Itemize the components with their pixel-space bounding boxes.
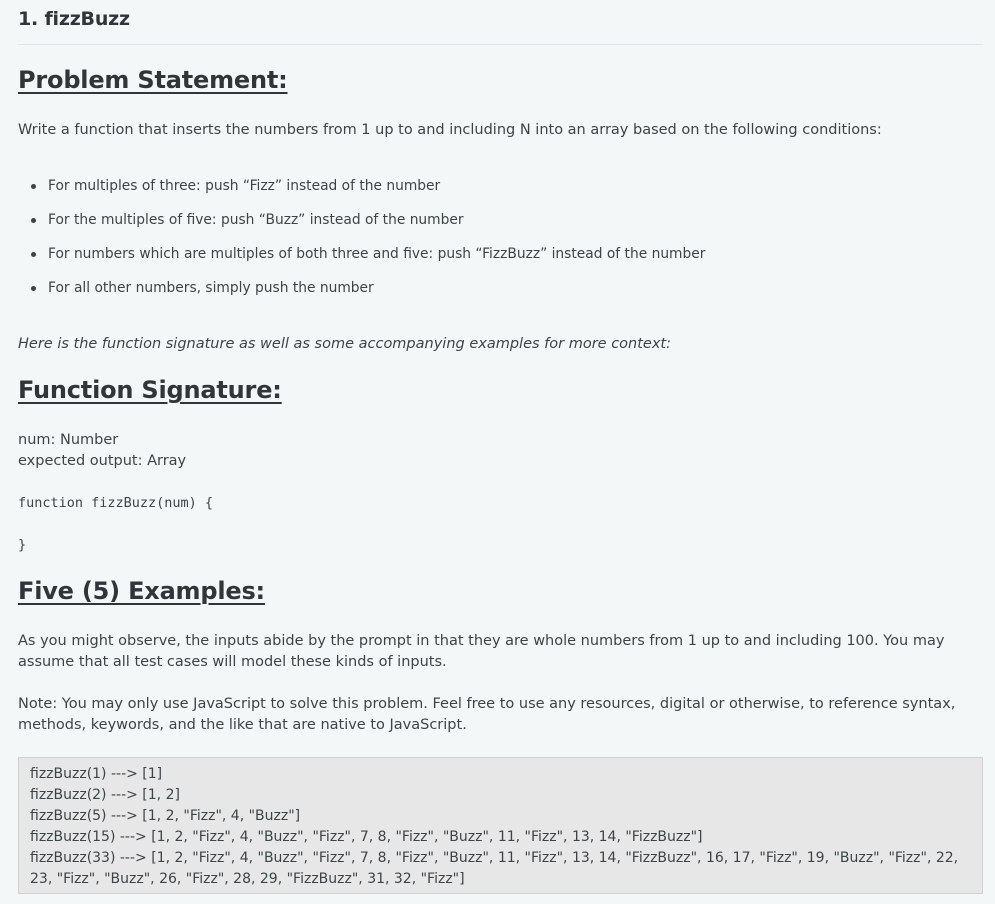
bullet-icon	[31, 286, 36, 291]
function-signature-heading: Function Signature:	[18, 376, 282, 404]
examples-heading: Five (5) Examples:	[18, 577, 265, 605]
rule-item	[18, 176, 705, 210]
examples-code-block	[18, 757, 983, 894]
problem-intro: Write a function that inserts the numbers from 1 up to and including N into an array based on the following conditions:	[18, 122, 882, 138]
example-line: fizzBuzz(5) ---> [1, 2, "Fizz", 4, "Buzz"]	[30, 808, 301, 824]
bullet-icon	[31, 252, 36, 257]
bullet-icon	[31, 184, 36, 189]
title-divider	[18, 44, 983, 45]
example-line: fizzBuzz(15) ---> [1, 2, "Fizz", 4, "Buzz", "Fizz", 7, 8, "Fizz", "Buzz", 11, "Fizz", 13, 14, "FizzBuzz"]	[30, 829, 703, 845]
note-paragraph: Note: You may only use JavaScript to solve this problem. Feel free to use any resources, digital or otherwise, to reference syntax, methods, keywords, and the like that are native to JavaScript.	[18, 696, 956, 733]
problem-statement-heading: Problem Statement:	[18, 66, 288, 94]
rule-text: For multiples of three: push “Fizz” instead of the number	[48, 178, 441, 194]
observe-paragraph: As you might observe, the inputs abide by the prompt in that they are whole numbers from 1 up to and including 100. You may assume that all test cases will model these kinds of inputs.	[18, 633, 945, 670]
rule-item	[18, 244, 705, 278]
rule-text: For the multiples of five: push “Buzz” instead of the number	[48, 212, 464, 228]
rule-item	[18, 210, 705, 244]
problem-title: 1. fizzBuzz	[18, 8, 130, 30]
example-line: fizzBuzz(33) ---> [1, 2, "Fizz", 4, "Buzz", "Fizz", 7, 8, "Fizz", "Buzz", 11, "Fizz", 13, 14, "FizzBuzz", 16, 17, "Fizz", 19, "Buzz", "Fizz", 22, 23, "Fizz", "Buzz", 26, "Fizz", 28, 29, "FizzBuzz", 31, 32, "Fizz"]	[30, 850, 959, 887]
code-signature-close: }	[18, 537, 27, 553]
rules-list	[18, 176, 705, 312]
param-line: num: Number	[18, 432, 119, 448]
bullet-icon	[31, 218, 36, 223]
output-line: expected output: Array	[18, 453, 187, 469]
rule-item	[18, 278, 705, 312]
code-signature-open: function fizzBuzz(num) {	[18, 495, 214, 511]
example-line: fizzBuzz(1) ---> [1]	[30, 766, 163, 782]
rule-text: For numbers which are multiples of both three and five: push “FizzBuzz” instead of the number	[48, 246, 706, 262]
example-line: fizzBuzz(2) ---> [1, 2]	[30, 787, 180, 803]
context-note: Here is the function signature as well as some accompanying examples for more context:	[18, 336, 671, 352]
rule-text: For all other numbers, simply push the number	[48, 280, 374, 296]
